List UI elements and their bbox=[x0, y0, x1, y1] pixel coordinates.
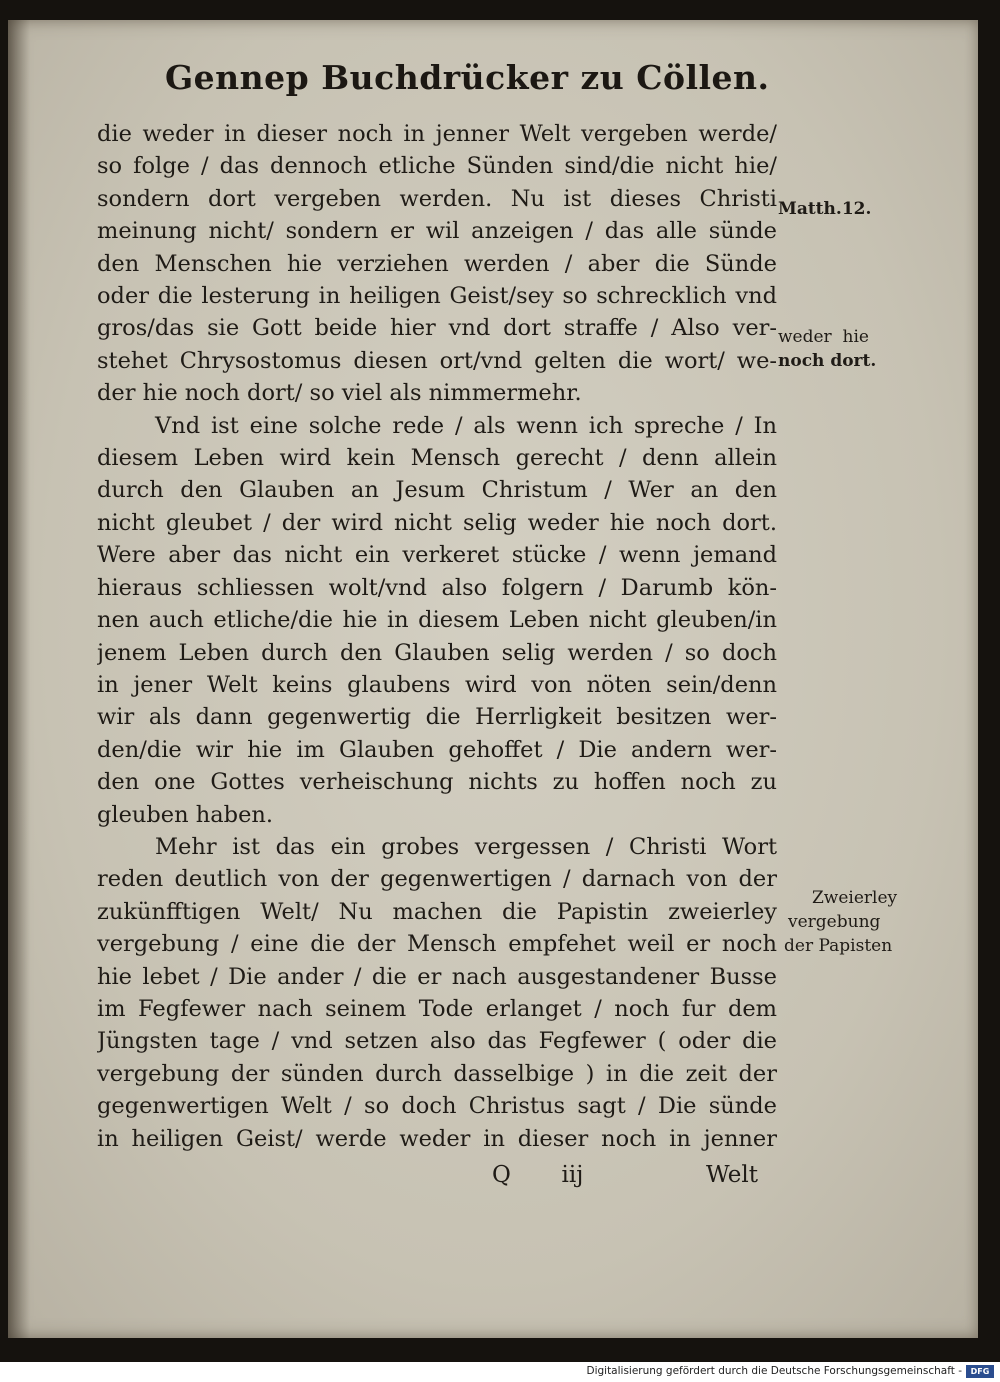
text-line: vergebung / eine die der Mensch empfehet weil er noch bbox=[97, 931, 777, 958]
text-line: zukünfftigen Welt/ Nu machen die Papistin zweierley bbox=[97, 898, 777, 925]
text-line: Were aber das nicht ein verkeret stücke / wenn jemand bbox=[97, 542, 777, 569]
text-line: in heiligen Geist/ werde weder in dieser noch in jenner bbox=[97, 1125, 777, 1152]
margin-note-line: der Papisten bbox=[784, 936, 893, 956]
text-line: gleuben haben. bbox=[97, 801, 274, 828]
text-line: die weder in dieser noch in jenner Welt vergeben werde/ bbox=[97, 121, 777, 147]
margin-note-line: noch dort. bbox=[778, 351, 877, 371]
signature-mark: Q iij bbox=[492, 1162, 584, 1188]
text-line: jenem Leben durch den Glauben selig werden / so doch bbox=[97, 639, 777, 666]
margin-note-weder-hie bbox=[778, 325, 876, 373]
text-line: in jener Welt keins glaubens wird von nöten sein/denn bbox=[97, 671, 777, 698]
text-line: den one Gottes verheischung nichts zu hoffen noch zu bbox=[97, 769, 777, 796]
margin-note-line: Zweierley bbox=[812, 888, 898, 908]
text-line: gros/das sie Gott beide hier vnd dort straffe / Also ver- bbox=[97, 315, 777, 342]
text-line: hieraus schliessen wolt/vnd also folgern / Darumb kön- bbox=[97, 574, 777, 601]
dfg-logo: DFG bbox=[966, 1365, 994, 1378]
text-line: wir als dann gegenwertig die Herrligkeit besitzen wer- bbox=[97, 704, 777, 731]
text-line: der hie noch dort/ so viel als nimmermehr. bbox=[97, 380, 582, 407]
text-line: nen auch etliche/die hie in diesem Leben nicht gleuben/in bbox=[97, 607, 777, 634]
text-line: diesem Leben wird kein Mensch gerecht / denn allein bbox=[97, 445, 777, 472]
catchword: Welt bbox=[706, 1162, 758, 1188]
text-line: Vnd ist eine solche rede / als wenn ich spreche / In bbox=[155, 412, 777, 439]
text-line: vergebung der sünden durch dasselbige ) in die zeit der bbox=[97, 1060, 777, 1087]
footer-credit: Digitalisierung gefördert durch die Deutsche Forschungsgemeinschaft - bbox=[586, 1365, 962, 1377]
spine-shadow bbox=[8, 20, 30, 1338]
margin-note-matth: Matth.12. bbox=[778, 199, 872, 219]
text-line: Mehr ist das ein grobes vergessen / Christi Wort bbox=[155, 833, 777, 860]
text-line: durch den Glauben an Jesum Christum / Wer an den bbox=[97, 477, 777, 504]
margin-note-line: vergebung bbox=[788, 912, 881, 932]
text-line: so folge / das dennoch etliche Sünden sind/die nicht hie/ bbox=[97, 153, 777, 180]
text-line: stehet Chrysostomus diesen ort/vnd gelten die wort/ we- bbox=[97, 347, 777, 374]
text-line: meinung nicht/ sondern er wil anzeigen / das alle sünde bbox=[97, 218, 777, 245]
main-text-block bbox=[97, 118, 777, 1155]
text-line: nicht gleubet / der wird nicht selig weder hie noch dort. bbox=[97, 509, 777, 536]
text-line: den/die wir hie im Glauben gehoffet / Die andern wer- bbox=[97, 736, 777, 763]
text-line: den Menschen hie verziehen werden / aber die Sünde bbox=[97, 250, 777, 277]
text-line: Jüngsten tage / vnd setzen also das Fegfewer ( oder die bbox=[97, 1028, 777, 1055]
text-line: hie lebet / Die ander / die er nach ausgestandener Busse bbox=[97, 963, 777, 990]
text-line: reden deutlich von der gegenwertigen / darnach von der bbox=[97, 866, 777, 893]
footer-bar bbox=[0, 1362, 1000, 1382]
text-line: sondern dort vergeben werden. Nu ist dieses Christi bbox=[97, 185, 777, 212]
text-line: gegenwertigen Welt / so doch Christus sagt / Die sünde bbox=[97, 1093, 777, 1120]
text-line: oder die lesterung in heiligen Geist/sey so schrecklich vnd bbox=[97, 283, 777, 310]
text-line: im Fegfewer nach seinem Tode erlanget / noch fur dem bbox=[97, 995, 777, 1022]
margin-note-line: weder hie bbox=[778, 327, 869, 347]
margin-note-zweierley bbox=[784, 886, 897, 958]
running-head: Gennep Buchdrücker zu Cöllen. bbox=[165, 58, 770, 97]
